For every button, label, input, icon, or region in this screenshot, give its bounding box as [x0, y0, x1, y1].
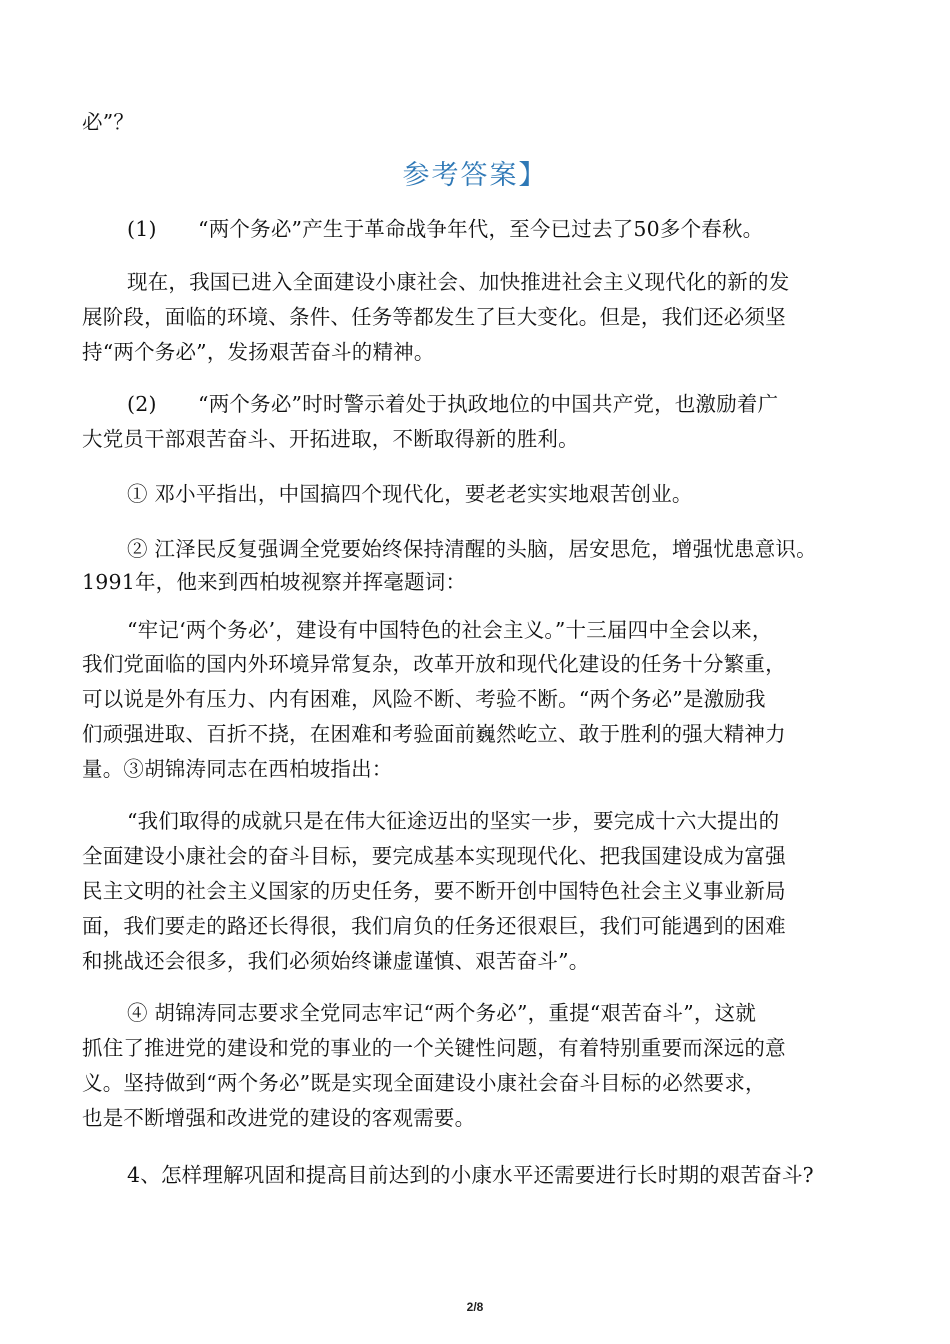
- question-4: 4、怎样理解巩固和提高目前达到的小康水平还需要进行长时期的艰苦奋斗?: [127, 1163, 814, 1187]
- paragraph-line: 可以说是外有压力、内有困难，风险不断、考验不断。“两个务必”是激励我: [82, 687, 766, 711]
- answer-heading: 参考答案】: [402, 160, 548, 191]
- paragraph-line: “牢记‘两个务必’，建设有中国特色的社会主义。”十三届四中全会以来，: [127, 618, 773, 642]
- paragraph-line: (2) “两个务必”时时警示着处于执政地位的中国共产党，也激励着广: [127, 392, 779, 416]
- paragraph-line: 量。③胡锦涛同志在西柏坡指出：: [82, 757, 393, 781]
- paragraph-line: 大党员干部艰苦奋斗、开拓进取，不断取得新的胜利。: [82, 427, 579, 451]
- paragraph-line: 持“两个务必”，发扬艰苦奋斗的精神。: [82, 340, 435, 364]
- paragraph-line: 义。坚持做到“两个务必”既是实现全面建设小康社会奋斗目标的必然要求，: [82, 1071, 766, 1095]
- paragraph-line: 们顽强进取、百折不挠，在困难和考验面前巍然屹立、敢于胜利的强大精神力: [82, 722, 786, 746]
- paragraph-line: 民主文明的社会主义国家的历史任务，要不断开创中国特色社会主义事业新局: [82, 879, 786, 903]
- paragraph-line: ④ 胡锦涛同志要求全党同志牢记“两个务必”，重提“艰苦奋斗”，这就: [127, 1001, 757, 1025]
- paragraph-line: 也是不断增强和改进党的建设的客观需要。: [82, 1106, 476, 1130]
- paragraph-line: 1991年，他来到西柏坡视察并挥毫题词：: [82, 570, 467, 594]
- paragraph-line: “我们取得的成就只是在伟大征途迈出的坚实一步，要完成十六大提出的: [127, 809, 780, 833]
- paragraph-line: 展阶段，面临的环境、条件、任务等都发生了巨大变化。但是，我们还必须坚: [82, 305, 786, 329]
- paragraph-line: 现在，我国已进入全面建设小康社会、加快推进社会主义现代化的新的发: [127, 270, 790, 294]
- paragraph-line: (1) “两个务必”产生于革命战争年代，至今已过去了50多个春秋。: [127, 217, 764, 241]
- page-number: 2/8: [466, 1300, 484, 1314]
- paragraph-line: 我们党面临的国内外环境异常复杂，改革开放和现代化建设的任务十分繁重，: [82, 652, 786, 676]
- paragraph-line: 抓住了推进党的建设和党的事业的一个关键性问题，有着特别重要而深远的意: [82, 1036, 786, 1060]
- paragraph-line: ① 邓小平指出，中国搞四个现代化，要老老实实地艰苦创业。: [127, 482, 693, 506]
- paragraph-line: 面，我们要走的路还长得很，我们肩负的任务还很艰巨，我们可能遇到的困难: [82, 914, 786, 938]
- question-fragment: 必”？: [82, 110, 135, 134]
- paragraph-line: 和挑战还会很多，我们必须始终谦虚谨慎、艰苦奋斗”。: [82, 949, 590, 973]
- paragraph-line: 全面建设小康社会的奋斗目标，要完成基本实现现代化、把我国建设成为富强: [82, 844, 786, 868]
- paragraph-line: ② 江泽民反复强调全党要始终保持清醒的头脑，居安思危，增强忧患意识。: [127, 537, 817, 561]
